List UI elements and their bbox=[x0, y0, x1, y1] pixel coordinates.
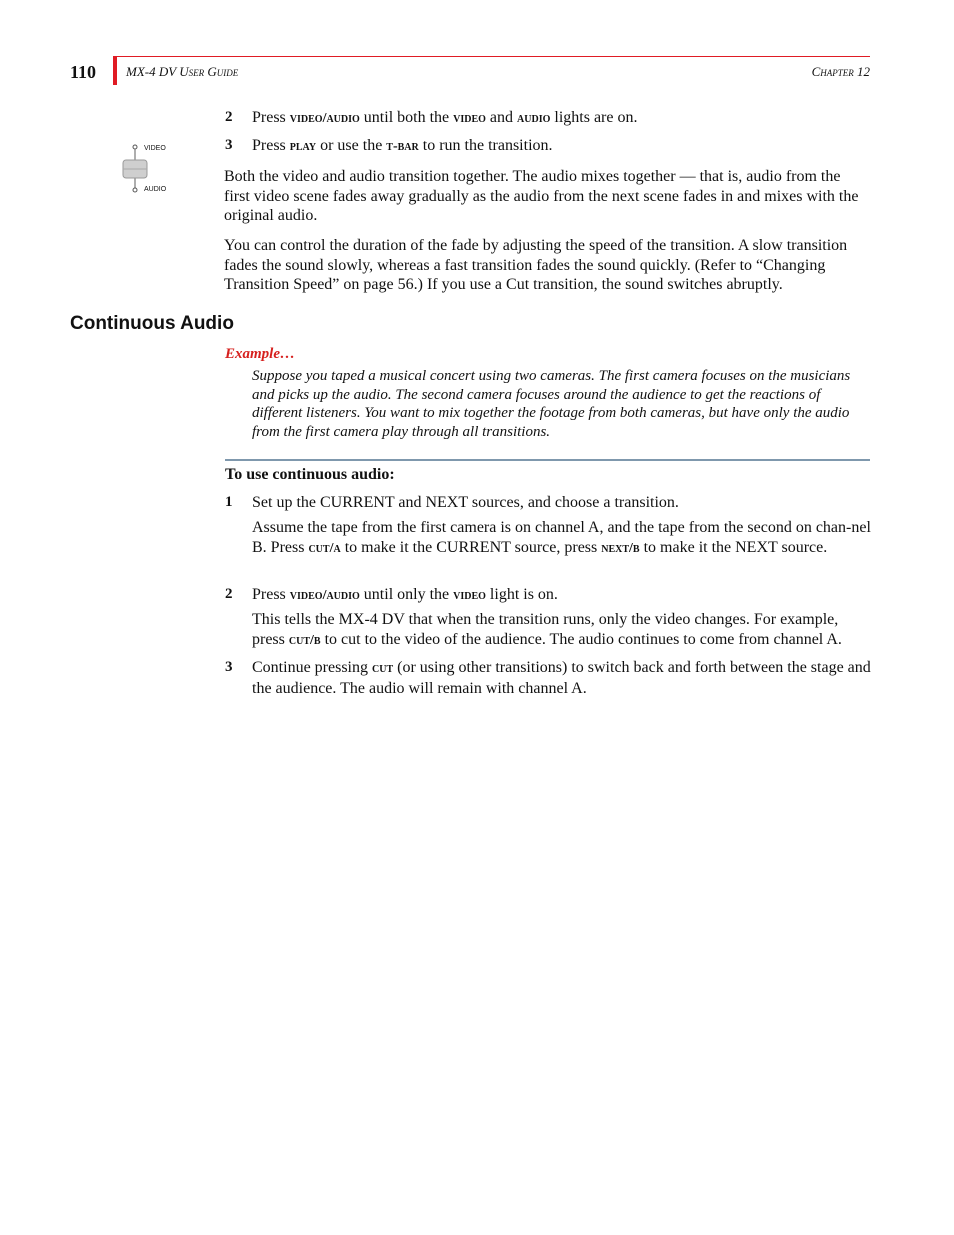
step-detail: This tells the MX-4 DV that when the transition runs, only the video changes. For example, press cut/b to cut to the video of the audience. The audio continues to come from channel A. bbox=[252, 611, 842, 648]
step-text: Set up the CURRENT and NEXT sources, and choose a transition. bbox=[252, 494, 679, 511]
example-label: Example… bbox=[225, 346, 295, 362]
step-text: Press video/audio until both the video and audio lights are on. bbox=[252, 109, 638, 126]
slider-top-label: VIDEO bbox=[144, 145, 166, 152]
step-text: Press video/audio until only the video light is on. bbox=[252, 586, 558, 603]
body-paragraph: Both the video and audio transition together. The audio mixes together — that is, audio from the first video scene fades away gradually as the audio from the next scene fades in and mixes with the original audio. bbox=[224, 168, 859, 224]
procedure-title: To use continuous audio: bbox=[225, 466, 395, 483]
step-number: 3 bbox=[225, 137, 233, 153]
slider-bottom-label: AUDIO bbox=[144, 186, 167, 193]
step-text: Continue pressing cut (or using other transitions) to switch back and forth between the stage and the audience. The audio will remain with channel A. bbox=[252, 659, 871, 697]
header-chapter: Chapter 12 bbox=[811, 64, 870, 79]
header-book-title: MX-4 DV User Guide bbox=[126, 64, 239, 79]
body-paragraph: You can control the duration of the fade by adjusting the speed of the transition. A slow transition fades the sound slowly, whereas a fast transition fades the sound quickly. (Refer to “Changing Transition Speed” on page 56.) If you use a Cut transition, the sound switches abruptly. bbox=[224, 237, 848, 293]
section-divider bbox=[225, 459, 870, 461]
example-text: Suppose you taped a musical concert using two cameras. The first camera focuses on the musicians and picks up the audio. The second camera focuses around the audience to get the reactions of different listeners. You want to mix together the footage from both cameras, but have only the audio from the first camera play through all transitions. bbox=[252, 368, 851, 440]
header-accent-bar bbox=[113, 56, 117, 85]
step-number: 2 bbox=[225, 586, 233, 602]
header-rule bbox=[117, 56, 870, 57]
section-heading: Continuous Audio bbox=[70, 313, 234, 334]
step-number: 1 bbox=[225, 494, 233, 510]
step-number: 2 bbox=[225, 109, 233, 125]
step-number: 3 bbox=[225, 659, 233, 675]
video-audio-slider-icon bbox=[118, 140, 174, 198]
page-number: 110 bbox=[70, 62, 97, 82]
step-detail: Assume the tape from the first camera is on channel A, and the tape from the second on chan-nel B. Press cut/a to make it the CURRENT source, press next/b to make it the NEXT source. bbox=[252, 519, 871, 556]
step-text: Press play or use the t-bar to run the transition. bbox=[252, 137, 553, 154]
